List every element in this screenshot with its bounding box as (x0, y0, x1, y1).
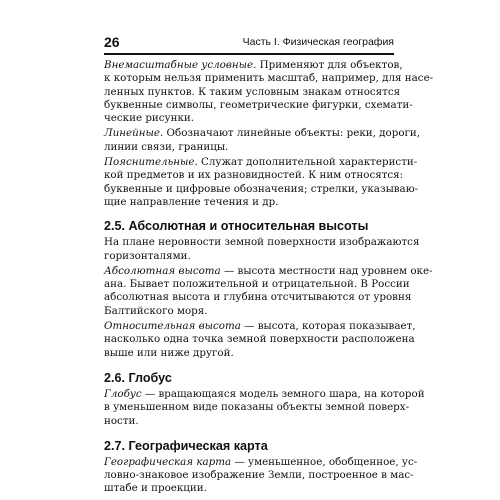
section-heading-2-7: 2.7. Географическая карта (104, 438, 268, 453)
text-line: абсолютная высота и глубина отсчитываются от уровня (104, 291, 412, 304)
text-line: буквенные и цифровые обозначения; стрелки, указываю- (104, 182, 419, 195)
paragraph-relative-height (104, 320, 416, 360)
line-text: Обозначают линейные объекты: реки, дороги, (163, 127, 421, 140)
paragraph-explanatory-symbols (104, 156, 419, 209)
text-line: ловно-знаковое изображение Земли, построенное в мас- (104, 469, 414, 482)
section-heading-2-5: 2.5. Абсолютная и относительная высоты (104, 219, 369, 234)
line-text: — уменьшенное, обобщенное, ус- (231, 455, 418, 468)
text-line: линии связи, границы. (104, 140, 229, 153)
text-line: в уменьшенном виде показаны объекты земной поверх- (104, 401, 410, 414)
term-relative-height: Относительная высота (104, 320, 241, 333)
text-line: Балтийского моря. (104, 304, 208, 317)
paragraph-geographic-map (104, 455, 418, 496)
text-line: к которым нельзя применить масштаб, например, для насе- (104, 72, 434, 85)
text-line: На плане неровности земной поверхности изображаются (104, 236, 420, 249)
text-line (104, 387, 425, 401)
line-text: Служат дополнительной характеристи- (197, 156, 418, 169)
paragraph-relief (104, 236, 420, 263)
term-large-scale: Внемасштабные условные. (104, 59, 257, 71)
text-line (104, 320, 416, 333)
text-line: ности. (104, 414, 139, 427)
paragraph-large-scale-symbols (104, 59, 434, 125)
term-linear: Линейные. (104, 127, 164, 140)
term-globe: Глобус (104, 387, 142, 400)
text-line: горизонталями. (104, 249, 191, 262)
text-line (104, 264, 433, 278)
paragraph-linear-symbols (104, 127, 421, 154)
line-text: — вращающаяся модель земного шара, на которой (141, 387, 425, 400)
text-line: штабе и проекции. (104, 482, 207, 495)
paragraph-absolute-height (104, 264, 433, 318)
text-line: насколько одна точка земной поверхности расположена (104, 333, 415, 346)
text-line: кой предметов и их разновидностей. К ним относятся: (104, 169, 404, 182)
text-line: ана. Бывает положительной и отрицательной. В России (104, 278, 410, 291)
header-rule (104, 53, 394, 55)
text-line: выше или ниже другой. (104, 346, 234, 359)
running-title: Часть I. Физическая география (242, 36, 394, 48)
page-number: 26 (104, 34, 120, 50)
text-line (104, 455, 418, 469)
text-line (104, 59, 403, 72)
text-line: ленных пунктов. К таким условным знакам относятся (104, 85, 401, 98)
section-heading-2-6: 2.6. Глобус (104, 370, 172, 385)
line-text: — высота местности над уровнем оке- (220, 264, 433, 277)
text-line (104, 156, 418, 169)
text-line: ческие рисунки. (104, 112, 195, 125)
term-absolute-height: Абсолютная высота (104, 264, 221, 277)
text-line (104, 127, 421, 140)
term-geographic-map: Географическая карта (104, 455, 232, 468)
text-line: буквенные символы, геометрические фигурки, схемати- (104, 98, 413, 111)
page-body (104, 57, 434, 496)
term-explanatory: Пояснительные. (104, 156, 198, 169)
line-text: — высота, которая показывает, (240, 320, 416, 333)
page-header (104, 34, 394, 50)
paragraph-globe (104, 387, 425, 428)
line-text: Применяют для объектов, (256, 59, 403, 71)
text-line: щие направление течения и др. (104, 195, 279, 208)
